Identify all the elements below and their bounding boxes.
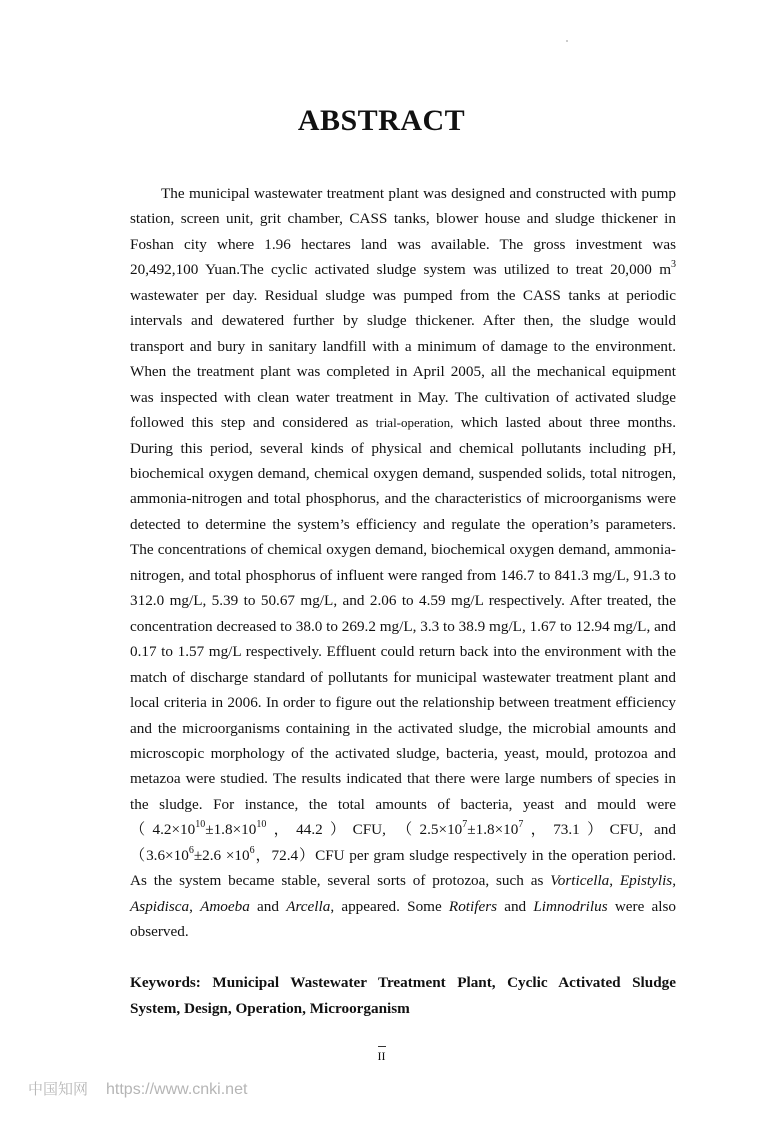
- page-number-rule: [378, 1046, 386, 1047]
- taxon-epistylis: Epistylis: [619, 872, 673, 890]
- mould-count: （$3.6\times 10^6\pm 2.6 \times 10^6$，72.4）CFU per gram sludge respectively in the operation period. As the system became stable, several sorts of protozoa, such as: [130, 844, 676, 890]
- abstract-text-small: trial-operation,: [375, 415, 454, 431]
- abstract-paragraph: The municipal wastewater treatment plant was designed and constructed with pump station, screen unit, grit chamber, CASS tanks, blower house and sludge thickener in Foshan city where 1.96 hectares land was available. The gross investment was 20,492,100 Yuan.The cyclic activated sludge system was utilized to treat 20,000 $m^3$ wastewater per day. Residual sludge was pumped from the CASS tanks at periodic intervals and dewatered further by sludge thickener. After then, the sludge would transport and bury in sanitary landfill with a minimum of damage to the environment. When the treatment plant was completed in April 2005, all the mechanical equipment was inspected with clean water treatment in May. The cultivation of activated sludge followed this step and considered as trial-operation, which lasted about three months. During this period, several kinds of physical and chemical pollutants including pH, biochemical oxygen demand, chemical oxygen demand, suspended solids, total nitrogen, ammonia-nitrogen and total phosphorus, and the characteristics of microorganisms were detected to determine the system’s efficiency and regulate the operation’s parameters. The concentrations of chemical oxygen demand, biochemical oxygen demand, ammonia-nitrogen, and total phosphorus of influent were ranged from 146.7 to 841.3 mg/L, 91.3 to 312.0 mg/L, 5.39 to 50.67 mg/L, and 2.06 to 4.59 mg/L respectively. After treated, the concentration decreased to 38.0 to 269.2 mg/L, 3.3 to 38.9 mg/L, 1.67 to 12.94 mg/L, and 0.17 to 1.57 mg/L respectively. Effluent could return back into the environment with the match of discharge standard of pollutants for municipal wastewater treatment plant and local criteria in 2006. In order to figure out the relationship between treatment efficiency and the microorganisms containing in the activated sludge, the microbial amounts and microscopic morphology of the activated sludge, bacteria, yeast, mould, protozoa and metazoa were studied. The results indicated that there were large numbers of species in the sludge. For instance, the total amounts of bacteria, yeast and mould $were(4.2\times 10^{10}\pm 1.8\times 10^{10}$，44.2）CFU, （$2.5\times 10^7\pm 1.8\times 10^7$，73.1）CFU, and （$3.6\times 10^6\pm 2.6 \times 10^6$，72.4）CFU per gram sludge respectively in the operation period. As the system became stable, several sorts of protozoa, such as Vorticella, Epistylis, Aspidisca, Amoeba and Arcella, appeared. Some Rotifers and Limnodrilus were also observed.: [130, 185, 677, 941]
- abstract-text-2: wastewater per day. Residual sludge was pumped from the CASS tanks at periodic intervals and dewatered further by sludge thickener. After then, the sludge would transport and bury in sanitary landfill with a minimum of damage to the environment. When the treatment plant was completed in April 2005, all the mechanical equipment was inspected with clean water treatment in May. The cultivation of activated sludge followed this step and considered as: [130, 286, 676, 432]
- keywords-text: Municipal Wastewater Treatment Plant, Cyclic Activated Sludge System, Design, Operation, Microorganism: [130, 974, 677, 1017]
- abstract-text-1: The municipal wastewater treatment plant was designed and constructed with pump station, screen unit, grit chamber, CASS tanks, blower house and sludge thickener in Foshan city where 1.96 hectares land was available. The gross investment was 20,492,100 Yuan.The cyclic activated sludge system was utilized to treat 20,000: [130, 185, 676, 279]
- abstract-text-end: were also observed.: [130, 897, 677, 941]
- taxon-limnodrilus: Limnodrilus: [533, 897, 608, 915]
- unit-cubic-meter: $m^3$: [659, 259, 677, 279]
- taxon-rotifers: Rotifers: [448, 897, 498, 915]
- keywords: [130, 970, 676, 1021]
- page-number-text: II: [377, 1049, 386, 1063]
- scan-speck: [566, 40, 568, 42]
- taxon-vorticella: Vorticella: [550, 872, 610, 890]
- page-number: [0, 1046, 763, 1064]
- taxon-arcella: Arcella: [286, 897, 331, 915]
- watermark-url: https://www.cnki.net: [106, 1081, 248, 1098]
- keywords-label: Keywords:: [130, 974, 201, 991]
- yeast-count: （$2.5\times 10^7\pm 1.8\times 10^7$，73.1）CFU, and: [397, 819, 676, 839]
- watermark-site-name: 中国知网: [28, 1080, 89, 1098]
- bacteria-count: （$4.2\times 10^{10}\pm 1.8\times 10^{10}$，44.2）CFU,: [130, 819, 386, 839]
- taxon-aspidisca: Aspidisca: [130, 897, 190, 915]
- page-title: ABSTRACT: [297, 104, 466, 137]
- abstract-text-3: which lasted about three months. During this period, several kinds of physical and chemical pollutants including pH, biochemical oxygen demand, chemical oxygen demand, suspended solids, total nitrogen, ammonia-nitrogen and total phosphorus, and the characteristics of microorganisms were detected to determine the system’s efficiency and regulate the operation’s parameters. The concentrations of chemical oxygen demand, biochemical oxygen demand, ammonia-nitrogen, and total phosphorus of influent were ranged from 146.7 to 841.3 mg/L, 91.3 to 312.0 mg/L, 5.39 to 50.67 mg/L, and 2.06 to 4.59 mg/L respectively. After treated, the concentration decreased to 38.0 to 269.2 mg/L, 3.3 to 38.9 mg/L, 1.67 to 12.94 mg/L, and 0.17 to 1.57 mg/L respectively. Effluent could return back into the environment with the match of discharge standard of pollutants for municipal wastewater treatment plant and local criteria in 2006. In order to figure out the relationship between treatment efficiency and the microorganisms containing in the activated sludge, the microbial amounts and microscopic morphology of the activated sludge, bacteria, yeast, mould, protozoa and metazoa were studied. The results indicated that there were large numbers of species in the sludge. For instance, the total amounts of bacteria, yeast and mould were: [130, 414, 676, 813]
- cnki-watermark: [28, 1078, 247, 1099]
- taxon-amoeba: Amoeba: [200, 897, 250, 915]
